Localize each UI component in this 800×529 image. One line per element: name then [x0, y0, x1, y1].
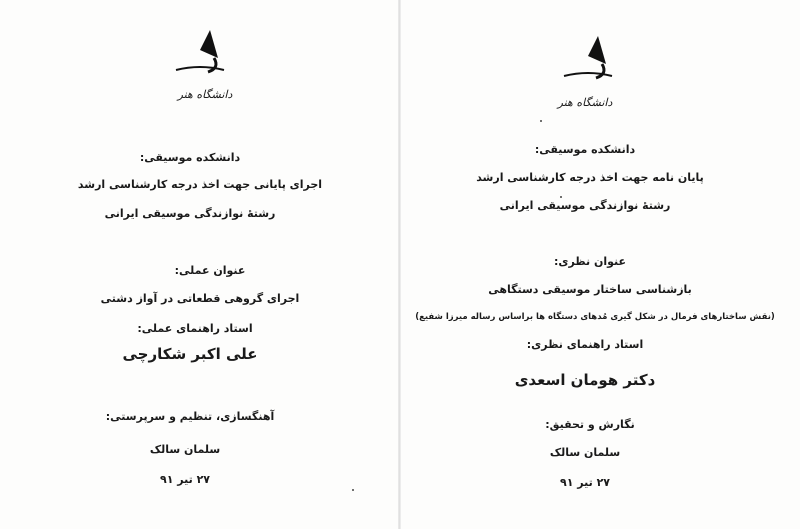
right-page: [400, 0, 800, 529]
credit-label: نگارش و تحقیق:: [545, 418, 635, 431]
scan-speck: [352, 489, 354, 491]
work-title: اجرای گروهی قطعاتی در آواز دشتی: [100, 292, 300, 305]
logo-text: دانشگاه هنر: [557, 96, 613, 109]
university-logo-icon: [558, 34, 618, 86]
major-line: رشتهٔ نوازندگی موسیقی ایرانی: [499, 199, 671, 212]
credit-label: آهنگسازی، تنظیم و سرپرستی:: [105, 410, 275, 423]
faculty-label: دانشکده موسیقی:: [534, 143, 636, 156]
title-label: عنوان عملی:: [174, 264, 246, 277]
author-name: سلمان سالک: [149, 443, 221, 456]
degree-line: اجرای پایانی جهت اخذ درجه کارشناسی ارشد: [77, 178, 323, 191]
advisor-name: دکتر هومان اسعدی: [514, 371, 656, 389]
major-line: رشتهٔ نوازندگی موسیقی ایرانی: [104, 207, 276, 220]
advisor-name: علی اکبر شکارچی: [122, 345, 258, 363]
scan-speck: [560, 196, 562, 198]
work-subtitle: (نقش ساختارهای فرمال در شکل گیری مُدهای دستگاه ها براساس رساله میرزا شفیع): [415, 312, 775, 322]
faculty-label: دانشکده موسیقی:: [139, 151, 241, 164]
date: ۲۷ تیر ۹۱: [160, 473, 210, 486]
author-name: سلمان سالک: [549, 446, 621, 459]
scan-speck: [540, 120, 542, 122]
advisor-label: استاد راهنمای نظری:: [526, 338, 644, 351]
date: ۲۷ تیر ۹۱: [560, 476, 610, 489]
logo-text: دانشگاه هنر: [177, 88, 233, 101]
advisor-label: استاد راهنمای عملی:: [137, 322, 253, 335]
university-logo-icon: [170, 28, 230, 80]
degree-line: پایان نامه جهت اخذ درجه کارشناسی ارشد: [476, 171, 704, 184]
work-title: بازشناسی ساختار موسیقی دستگاهی: [488, 283, 692, 296]
title-label: عنوان نظری:: [553, 255, 627, 268]
